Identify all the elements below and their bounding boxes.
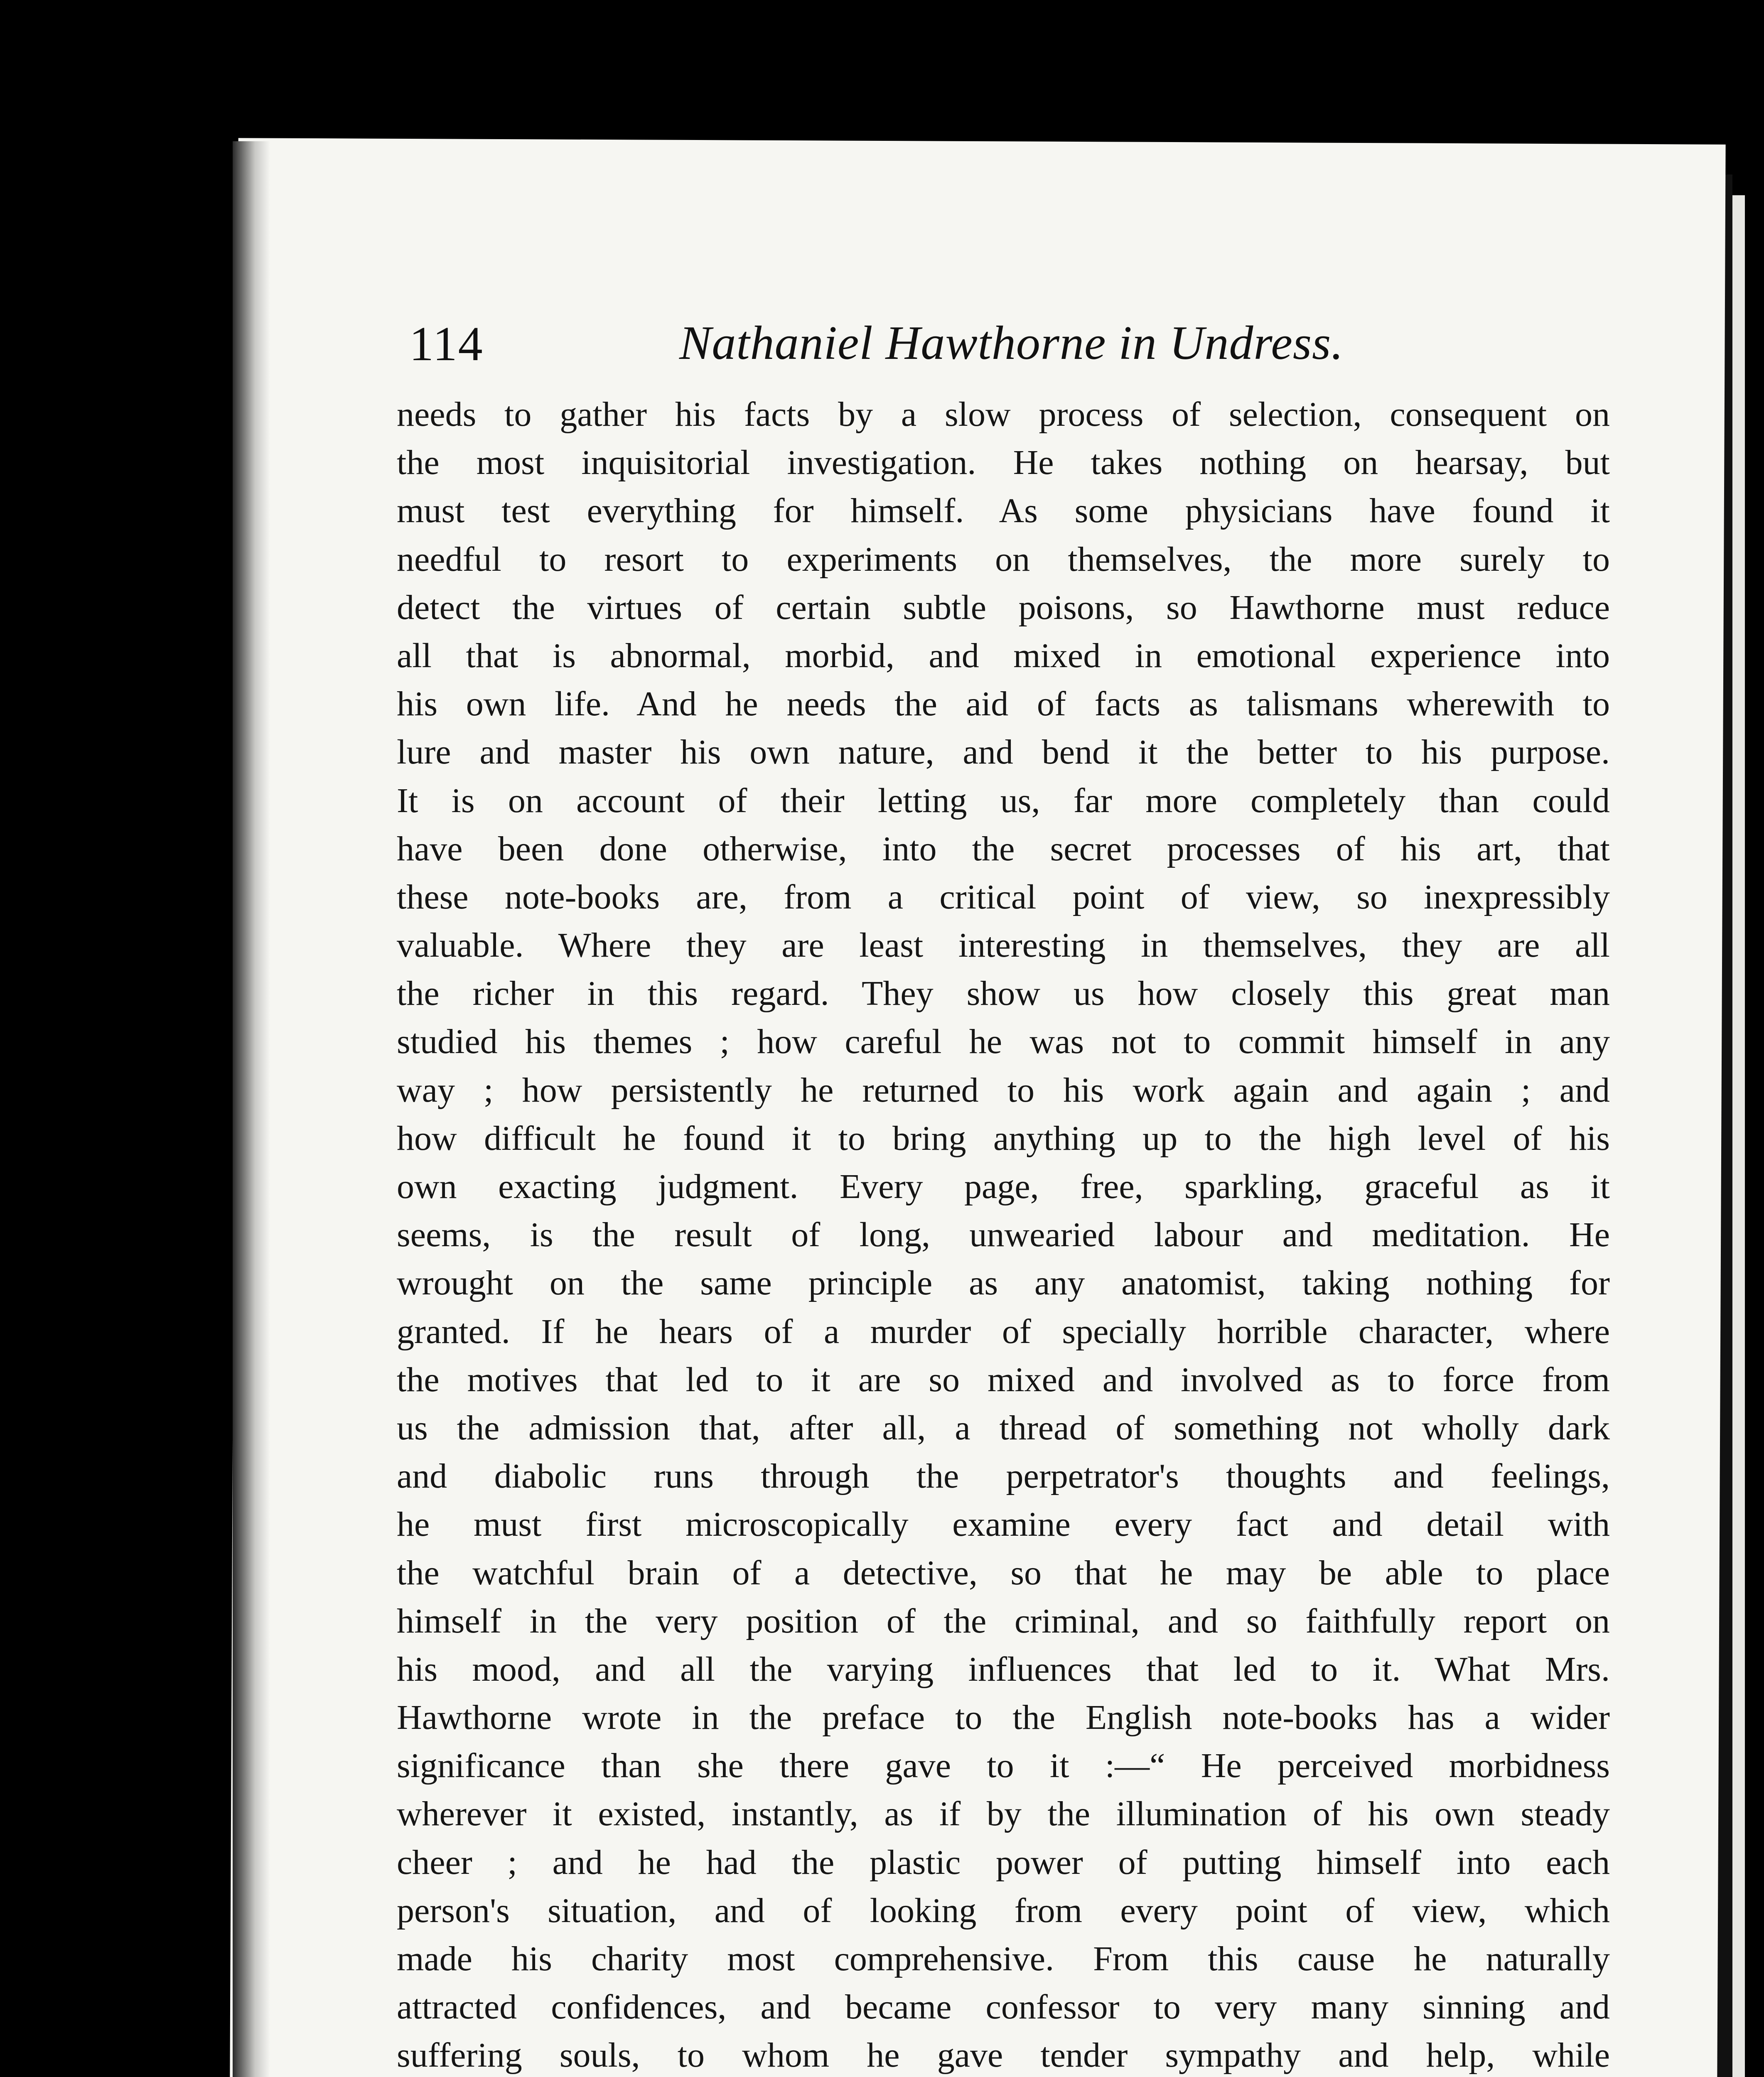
text-line: wherever it existed, instantly, as if by the illumination of his own steady <box>397 1795 1610 1834</box>
text-line: his own life. And he needs the aid of facts as talismans wherewith to <box>397 685 1610 724</box>
text-line: the watchful brain of a detective, so that he may be able to place <box>397 1553 1610 1592</box>
text-line: us the admission that, after all, a thread of something not wholly dark <box>397 1408 1610 1447</box>
text-line: significance than she there gave to it :—“ He perceived morbidness <box>397 1746 1610 1785</box>
text-line: Hawthorne wrote in the preface to the English note-books has a wider <box>397 1698 1610 1737</box>
text-line: It is on account of their letting us, far more completely than could <box>397 781 1610 820</box>
text-line: needful to resort to experiments on themselves, the more surely to <box>397 540 1610 579</box>
text-line: cheer ; and he had the plastic power of putting himself into each <box>397 1843 1610 1882</box>
text-line: he must first microscopically examine every fact and detail with <box>397 1505 1610 1544</box>
text-line: detect the virtues of certain subtle poisons, so Hawthorne must reduce <box>397 588 1610 627</box>
text-line: wrought on the same principle as any anatomist, taking nothing for <box>397 1264 1610 1303</box>
page-number: 114 <box>409 317 484 371</box>
text-line: seems, is the result of long, unwearied labour and meditation. He <box>397 1215 1610 1255</box>
text-line: way ; how persistently he returned to his work again and again ; and <box>397 1070 1610 1110</box>
text-line: the motives that led to it are so mixed and involved as to force from <box>397 1360 1610 1399</box>
text-line: needs to gather his facts by a slow process of selection, consequent on <box>397 395 1610 434</box>
text-line: attracted confidences, and became confessor to very many sinning and <box>397 1988 1610 2027</box>
text-line: lure and master his own nature, and bend it the better to his purpose. <box>397 733 1610 772</box>
text-line: the most inquisitorial investigation. He takes nothing on hearsay, but <box>397 443 1610 482</box>
body-text <box>397 390 1610 2077</box>
text-line: valuable. Where they are least interesting in themselves, they are all <box>397 926 1610 965</box>
text-line: studied his themes ; how careful he was not to commit himself in any <box>397 1022 1610 1061</box>
text-line: suffering souls, to whom he gave tender sympathy and help, while <box>397 2036 1610 2075</box>
text-line: own exacting judgment. Every page, free, sparkling, graceful as it <box>397 1167 1610 1206</box>
text-line: how difficult he found it to bring anything up to the high level of his <box>397 1119 1610 1158</box>
text-line: his mood, and all the varying influences that led to it. What Mrs. <box>397 1650 1610 1689</box>
text-line: these note-books are, from a critical point of view, so inexpressibly <box>397 877 1610 916</box>
page-spine-shadow <box>233 141 270 2077</box>
text-line: himself in the very position of the criminal, and so faithfully report on <box>397 1601 1610 1640</box>
text-line: have been done otherwise, into the secret processes of his art, that <box>397 829 1610 868</box>
running-title: Nathaniel Hawthorne in Undress. <box>679 317 1344 370</box>
text-line: made his charity most comprehensive. From this cause he naturally <box>397 1940 1610 1978</box>
text-line: must test everything for himself. As some physicians have found it <box>397 491 1610 530</box>
text-line: granted. If he hears of a murder of specially horrible character, where <box>397 1312 1610 1351</box>
text-line: all that is abnormal, morbid, and mixed in emotional experience into <box>397 636 1610 675</box>
page-header <box>409 316 1614 374</box>
text-line: person's situation, and of looking from every point of view, which <box>397 1891 1610 1930</box>
text-line: and diabolic runs through the perpetrator's thoughts and feelings, <box>397 1457 1610 1496</box>
text-line: the richer in this regard. They show us how closely this great man <box>397 974 1610 1013</box>
